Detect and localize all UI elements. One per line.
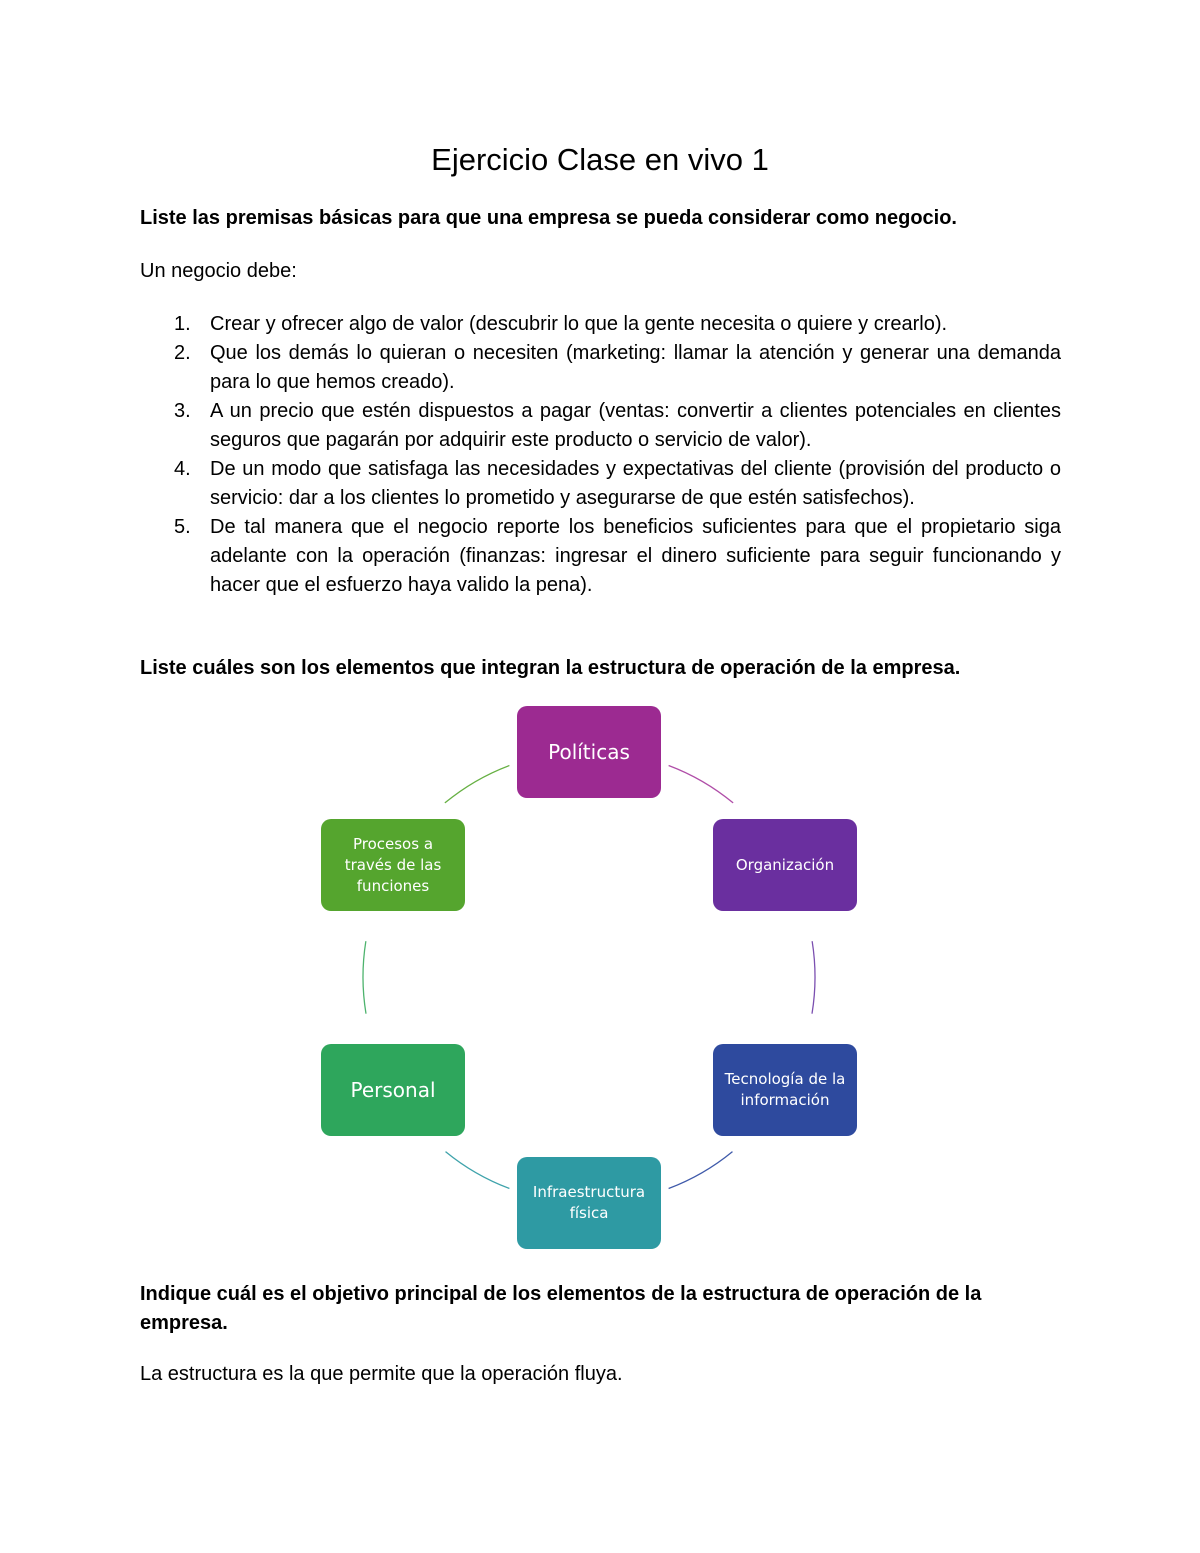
- list-item: [140, 339, 1061, 397]
- list-item: [140, 397, 1061, 455]
- diagram-node-tecnologia: Tecnología de la información: [713, 1044, 857, 1136]
- diagram-connector: [669, 765, 734, 802]
- diagram-connector: [669, 1152, 733, 1189]
- premises-list: [140, 310, 1061, 600]
- list-item: [140, 455, 1061, 513]
- question-3-heading: Indique cuál es el objetivo principal de los elementos de la estructura de operación de la empresa.: [140, 1283, 982, 1334]
- list-item-text: A un precio que estén dispuestos a pagar (ventas: convertir a clientes potenciales en clientes seguros que pagarán por adquirir este producto o servicio de valor).: [210, 400, 1061, 451]
- list-item-text: De un modo que satisfaga las necesidades y expectativas del cliente (provisión del producto o servicio: dar a los clientes lo prometido y asegurarse de que estén satisfechos).: [210, 458, 1061, 509]
- diagram-node-organizacion: Organización: [713, 819, 857, 911]
- diagram-connector: [812, 941, 815, 1013]
- answer-3-text: La estructura es la que permite que la operación fluya.: [140, 1363, 623, 1385]
- diagram-connector: [363, 941, 366, 1013]
- list-item-number: 1.: [174, 313, 191, 335]
- list-item-text: Que los demás lo quieran o necesiten (marketing: llamar la atención y generar una demanda para lo que hemos creado).: [210, 342, 1061, 393]
- list-item-text: De tal manera que el negocio reporte los beneficios suficientes para que el propietario siga adelante con la operación (finanzas: ingresar el dinero suficiente para seguir funcionando y hacer que el esfuerzo haya valido la pena).: [210, 516, 1061, 596]
- diagram-node-procesos: Procesos a través de las funciones: [321, 819, 465, 911]
- question-2-heading: Liste cuáles son los elementos que integran la estructura de operación de la empresa.: [140, 657, 961, 679]
- list-item-number: 5.: [174, 516, 191, 538]
- list-item-number: 4.: [174, 458, 191, 480]
- page-title: Ejercicio Clase en vivo 1: [431, 142, 769, 177]
- list-item-number: 2.: [174, 342, 191, 364]
- list-item: [140, 310, 1061, 339]
- intro-text: Un negocio debe:: [140, 260, 297, 282]
- question-1-heading: Liste las premisas básicas para que una empresa se pueda considerar como negocio.: [140, 207, 957, 229]
- diagram-connector: [446, 1152, 510, 1189]
- diagram-node-politicas: Políticas: [517, 706, 661, 798]
- diagram-node-personal: Personal: [321, 1044, 465, 1136]
- diagram-connector: [445, 765, 510, 802]
- diagram-node-infraestructura: Infraestructura física: [517, 1157, 661, 1249]
- list-item-text: Crear y ofrecer algo de valor (descubrir lo que la gente necesita o quiere y crearlo).: [210, 313, 948, 335]
- list-item: [140, 513, 1061, 600]
- list-item-number: 3.: [174, 400, 191, 422]
